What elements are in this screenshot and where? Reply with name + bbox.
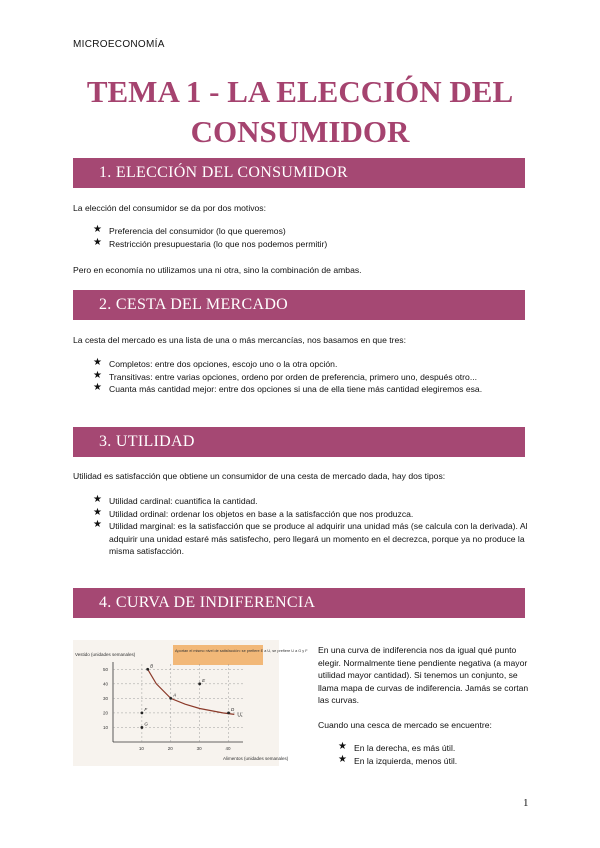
star-icon: ★: [338, 741, 347, 752]
list-item: ★ Restricción presupuestaria (lo que nos podemos permitir): [93, 236, 328, 249]
list-item: ★ En la derecha, es más útil.: [338, 741, 456, 753]
section-2-intro: La cesta del mercado es una lista de una o más mercancías, nos basamos en que tres:: [73, 335, 406, 345]
curva-paragraph: En una curva de indiferencia nos da igual qué punto elegir. Normalmente tiene pendiente negativa (a mayor utilidad mayor cantidad). Si tenemos un conjunto, se llama mapa de curvas de indiferencia. Jamás se cortan las curvas.: [318, 645, 529, 705]
list-item: ★ Completos: entre dos opciones, escojo uno o la otra opción.: [93, 357, 338, 369]
x-axis-label: Alimentos (unidades semanales): [223, 756, 289, 761]
star-icon: ★: [93, 506, 102, 518]
page-title-line-1: TEMA 1 - LA ELECCIÓN DEL: [86, 74, 514, 109]
point-label: F: [144, 706, 148, 712]
data-point: [169, 697, 172, 700]
series-label: U₁: [237, 712, 243, 719]
indifference-curve-chart: [73, 640, 308, 766]
star-icon: ★: [93, 224, 102, 235]
list-item: ★ Preferencia del consumidor (lo que queremos): [93, 224, 286, 236]
section-4-list: [338, 742, 528, 767]
section-1-intro: La elección del consumidor se da por dos motivos:: [73, 203, 266, 213]
page-title-line-2: CONSUMIDOR: [190, 114, 410, 149]
page-title: [0, 72, 600, 152]
data-point: [140, 726, 143, 729]
y-tick-label: 10: [103, 724, 109, 730]
list-item: ★ Utilidad ordinal: ordenar los objetos en base a la satisfacción que nos produzca.: [93, 506, 414, 519]
point-label: A: [173, 692, 177, 698]
y-tick-label: 20: [103, 710, 109, 716]
page-number: 1: [523, 797, 529, 809]
data-point: [227, 712, 230, 715]
section-heading-cesta: 2. CESTA DEL MERCADO: [73, 290, 525, 320]
section-1-outro: Pero en economía no utilizamos una ni otra, sino la combinación de ambas.: [73, 265, 362, 275]
star-icon: ★: [93, 519, 102, 530]
point-label: B: [150, 663, 154, 669]
data-point: [198, 682, 201, 685]
section-1-list: [93, 225, 533, 250]
data-point: [140, 712, 143, 715]
x-tick-label: 10: [138, 746, 144, 751]
running-header: MICROECONOMÍA: [73, 39, 165, 50]
star-icon: ★: [93, 382, 102, 393]
section-2-list: [93, 358, 533, 396]
section-heading-utilidad: 3. UTILIDAD: [73, 427, 525, 457]
legend-box: [173, 645, 263, 665]
list-item: ★ Transitivas: entre varias opciones, ordeno por orden de preferencia, primero uno, después otro...: [93, 369, 477, 382]
star-icon: ★: [93, 369, 102, 381]
point-label: D: [231, 706, 235, 712]
star-icon: ★: [93, 236, 102, 248]
x-tick-label: 30: [196, 746, 202, 751]
y-tick-label: 30: [103, 695, 109, 701]
y-tick-label: 40: [103, 681, 109, 687]
list-item: ★ Utilidad cardinal: cuantifica la cantidad.: [93, 494, 258, 506]
section-3-list: [93, 495, 533, 558]
x-tick-label: 40: [225, 746, 231, 751]
star-icon: ★: [93, 357, 102, 368]
x-tick-label: 20: [167, 746, 173, 751]
section-heading-curva: 4. CURVA DE INDIFERENCIA: [73, 588, 525, 618]
y-tick-label: 50: [103, 666, 109, 672]
star-icon: ★: [93, 494, 102, 505]
list-item: ★ Cuanta más cantidad mejor: entre dos opciones si una de ella tiene más cantidad elegiremos esa.: [93, 382, 483, 394]
section-3-intro: Utilidad es satisfacción que obtiene un consumidor de una cesta de mercado dada, hay dos tipos:: [73, 471, 446, 481]
data-point: [146, 668, 149, 671]
indifference-curve-figure: [73, 640, 308, 766]
legend-text: Aportan el mismo nivel de satisfacción: se prefiere E a U, se prefiere U a G y F: [175, 649, 308, 653]
list-item: ★ En la izquierda, menos útil.: [338, 753, 458, 766]
curva-intro: Cuando una cesca de mercado se encuentre:: [318, 720, 492, 730]
y-axis-label: Vestido (unidades semanales): [75, 652, 136, 657]
section-heading-eleccion: 1. ELECCIÓN DEL CONSUMIDOR: [73, 158, 525, 188]
star-icon: ★: [338, 753, 347, 765]
point-label: G: [144, 721, 148, 727]
point-label: E: [202, 677, 206, 683]
list-item: ★ Utilidad marginal: es la satisfacción que se produce al adquirir una unidad más (se calcula con la derivada). Al adquirir una unidad estaré más satisfecho, pero llegará un momento en el decrezca, porque ya no produce la misma satisfacción.: [93, 519, 528, 556]
